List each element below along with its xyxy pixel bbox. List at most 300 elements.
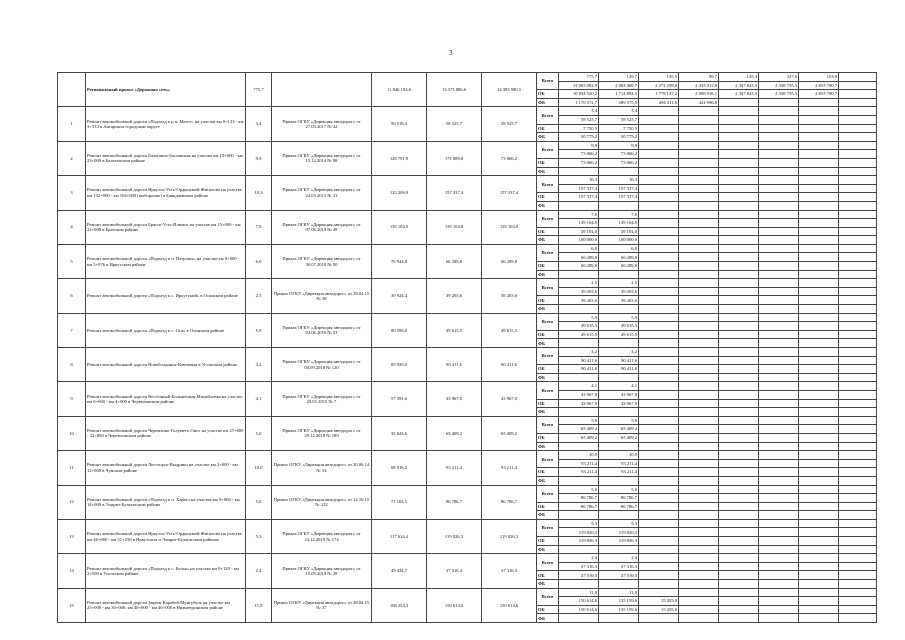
label-total: Всего	[537, 73, 559, 90]
year-value	[639, 167, 679, 176]
year-value	[639, 554, 679, 563]
year-value	[759, 219, 799, 228]
year-value	[759, 253, 799, 262]
year-value	[559, 442, 599, 451]
year-value: 100 000,0	[599, 236, 639, 245]
year-value	[799, 305, 839, 314]
year-value	[599, 442, 639, 451]
year-value	[839, 322, 877, 331]
year-value	[719, 382, 759, 391]
year-value	[639, 296, 679, 305]
year-value: 43 967,0	[599, 390, 639, 399]
item-name: Ремонт автомобильной дороги Балаганск-Заславская на участке км 13+000 - км 23+000 в Балаганском районе	[86, 141, 246, 175]
year-value	[839, 365, 877, 374]
label-fb: ФБ	[537, 373, 559, 382]
year-value	[759, 571, 799, 580]
year-value: 2 653 790,7	[799, 81, 839, 90]
year-value: 93 211,4	[599, 468, 639, 477]
item-value-2: 150 614,6	[482, 588, 537, 622]
year-value	[719, 571, 759, 580]
year-value	[839, 296, 877, 305]
year-value	[679, 442, 719, 451]
year-value	[679, 210, 719, 219]
summary-row	[58, 73, 877, 82]
year-value	[679, 597, 719, 606]
year-value: 5,9	[599, 313, 639, 322]
year-value	[839, 356, 877, 365]
year-value	[799, 279, 839, 288]
table-row	[58, 210, 877, 219]
year-value	[799, 296, 839, 305]
year-value	[719, 287, 759, 296]
year-value	[639, 562, 679, 571]
item-name: Ремонт автомобильной дороги «Подъезд к с. Белая» на участке км 0+120 - км 2+500 в Усольском районе	[86, 554, 246, 588]
label-ob: ОБ	[537, 227, 559, 236]
year-value	[719, 262, 759, 271]
table-row	[58, 554, 877, 563]
year-value	[599, 511, 639, 520]
year-value: 2 004 469,7	[599, 81, 639, 90]
year-value	[599, 201, 639, 210]
item-length: 5,0	[246, 416, 272, 450]
year-value	[679, 605, 719, 614]
year-value	[759, 244, 799, 253]
year-value	[719, 305, 759, 314]
year-value	[679, 305, 719, 314]
year-value	[839, 270, 877, 279]
year-value: 10 834 520,2	[559, 90, 599, 99]
year-value: 129,7	[599, 73, 639, 82]
year-value	[759, 98, 799, 107]
item-cost: 50 518,4	[372, 107, 427, 141]
year-value	[799, 253, 839, 262]
year-value	[679, 468, 719, 477]
year-value: 86 786,7	[599, 502, 639, 511]
item-number: 3	[58, 176, 86, 210]
year-value	[719, 124, 759, 133]
year-value	[839, 588, 877, 597]
item-cost: 30 924,4	[372, 279, 427, 313]
table-row	[58, 244, 877, 253]
table-row	[58, 519, 877, 528]
year-value	[719, 330, 759, 339]
year-value	[639, 373, 679, 382]
label-total: Всего	[537, 107, 559, 124]
year-value	[759, 408, 799, 417]
year-value	[759, 124, 799, 133]
year-value	[839, 287, 877, 296]
item-value-1: 90 411,6	[427, 348, 482, 382]
year-value	[679, 580, 719, 589]
year-value	[639, 287, 679, 296]
year-value	[839, 90, 877, 99]
year-value	[799, 322, 839, 331]
year-value: 49 615,5	[559, 322, 599, 331]
item-length: 775,7	[246, 73, 272, 107]
item-number: 2	[58, 141, 86, 175]
year-value	[719, 519, 759, 528]
year-value	[799, 451, 839, 460]
item-name: Ремонт автомобильной дороги Братск-Усть-Илимск на участке км 15+000 - км 22+000 в Братском районе	[86, 210, 246, 244]
year-value: 1 714 894,5	[599, 90, 639, 99]
year-value	[839, 210, 877, 219]
year-value	[719, 279, 759, 288]
year-value	[839, 502, 877, 511]
year-value	[839, 537, 877, 546]
item-value-2: 58 525,7	[482, 107, 537, 141]
year-value	[719, 459, 759, 468]
table-row	[58, 416, 877, 425]
year-value	[679, 227, 719, 236]
item-value-1: 39 203,6	[427, 279, 482, 313]
year-value	[839, 167, 877, 176]
year-value	[799, 107, 839, 116]
year-value	[799, 597, 839, 606]
year-value	[799, 468, 839, 477]
year-value	[799, 442, 839, 451]
item-value-2: 12 393 580,5	[482, 73, 537, 107]
year-value	[839, 176, 877, 185]
year-value	[839, 305, 877, 314]
year-value	[759, 115, 799, 124]
year-value: 66 289,8	[599, 262, 639, 271]
year-value: 37 316,3	[599, 571, 639, 580]
year-value	[799, 528, 839, 537]
item-number: 8	[58, 348, 86, 382]
year-value	[839, 236, 877, 245]
year-value	[799, 502, 839, 511]
year-value: 139 104,0	[599, 219, 639, 228]
label-ob: ОБ	[537, 365, 559, 374]
year-value	[719, 562, 759, 571]
year-value	[839, 133, 877, 142]
year-value	[559, 305, 599, 314]
year-value	[639, 244, 679, 253]
label-total: Всего	[537, 279, 559, 296]
year-value	[639, 270, 679, 279]
table-row	[58, 107, 877, 116]
label-fb: ФБ	[537, 201, 559, 210]
year-value	[679, 270, 719, 279]
year-value: 2 347 843,3	[719, 90, 759, 99]
year-value: 494 211,6	[639, 98, 679, 107]
year-value	[719, 416, 759, 425]
year-value: 2 338 755,5	[759, 81, 799, 90]
page-number: 3	[449, 49, 453, 57]
year-value: 5,0	[559, 485, 599, 494]
year-value	[639, 115, 679, 124]
table-row	[58, 451, 877, 460]
item-value-2: 119 826,3	[482, 519, 537, 553]
item-basis: Приказ ОГКУ «Дирекция автодорог» от 12.10.15 № 122	[272, 485, 372, 519]
year-value	[599, 305, 639, 314]
year-value	[679, 399, 719, 408]
label-fb: ФБ	[537, 442, 559, 451]
year-value	[799, 184, 839, 193]
year-value	[839, 459, 877, 468]
year-value: 39 104,0	[599, 227, 639, 236]
year-value	[759, 373, 799, 382]
year-value	[799, 141, 839, 150]
year-value: 73 066,2	[559, 158, 599, 167]
label-ob: ОБ	[537, 193, 559, 202]
year-value	[719, 537, 759, 546]
year-value	[799, 244, 839, 253]
year-value	[559, 408, 599, 417]
year-value	[839, 562, 877, 571]
year-value	[799, 519, 839, 528]
year-value	[719, 494, 759, 503]
item-value-1: 43 967,0	[427, 382, 482, 416]
label-total: Всего	[537, 210, 559, 227]
year-value	[759, 442, 799, 451]
year-value	[759, 313, 799, 322]
item-number: 4	[58, 210, 86, 244]
year-value	[639, 356, 679, 365]
year-value	[839, 348, 877, 357]
year-value: 2 653 790,7	[799, 90, 839, 99]
year-value	[719, 270, 759, 279]
year-value	[799, 133, 839, 142]
item-basis: Приказ ОГКУ «Дирекция автодорог» от 20.06.14 № 54	[272, 451, 372, 485]
year-value	[839, 511, 877, 520]
year-value	[799, 580, 839, 589]
year-value	[599, 476, 639, 485]
year-value: 39 203,6	[559, 296, 599, 305]
year-value	[679, 339, 719, 348]
year-value	[799, 167, 839, 176]
year-value	[639, 571, 679, 580]
year-value	[719, 184, 759, 193]
year-value	[759, 562, 799, 571]
label-fb: ФБ	[537, 270, 559, 279]
year-value	[679, 373, 719, 382]
item-length: 7,0	[246, 210, 272, 244]
year-value	[719, 339, 759, 348]
year-value	[839, 313, 877, 322]
year-value	[599, 373, 639, 382]
item-name: Ремонт автомобильной дороги «Подъезд к с. Иркутский» в Осинском районе	[86, 279, 246, 313]
year-value	[799, 588, 839, 597]
year-value	[639, 399, 679, 408]
item-value-2: 39 203,6	[482, 279, 537, 313]
label-ob: ОБ	[537, 502, 559, 511]
year-value	[639, 193, 679, 202]
year-value	[719, 150, 759, 159]
label-total: Всего	[537, 313, 559, 330]
year-value	[799, 562, 839, 571]
year-value	[839, 244, 877, 253]
item-number: 7	[58, 313, 86, 347]
year-value	[759, 511, 799, 520]
year-value	[759, 287, 799, 296]
label-ob: ОБ	[537, 262, 559, 271]
year-value: 5,3	[599, 519, 639, 528]
item-number: 5	[58, 244, 86, 278]
year-value: 66 289,8	[559, 262, 599, 271]
label-fb: ФБ	[537, 545, 559, 554]
year-value	[759, 322, 799, 331]
year-value	[679, 537, 719, 546]
item-basis: Приказ ОГКУ «Дирекция автодорог» от 04.09.2018 № 120	[272, 348, 372, 382]
year-value	[679, 485, 719, 494]
year-value	[719, 253, 759, 262]
year-value	[679, 219, 719, 228]
year-value	[679, 236, 719, 245]
label-ob: ОБ	[537, 468, 559, 477]
year-value	[839, 330, 877, 339]
year-value	[759, 141, 799, 150]
year-value	[799, 201, 839, 210]
item-value-1: 86 786,7	[427, 485, 482, 519]
year-value: 424 996,8	[679, 98, 719, 107]
year-value	[639, 528, 679, 537]
year-value	[839, 554, 877, 563]
year-value	[759, 451, 799, 460]
year-value	[839, 468, 877, 477]
year-value: 119 826,3	[559, 528, 599, 537]
year-value	[639, 442, 679, 451]
year-value	[719, 605, 759, 614]
item-cost: 139 104,0	[372, 210, 427, 244]
year-value	[839, 150, 877, 159]
year-value: 10,3	[599, 176, 639, 185]
label-ob: ОБ	[537, 124, 559, 133]
year-value: 37 316,3	[599, 562, 639, 571]
year-value	[759, 262, 799, 271]
year-value	[799, 330, 839, 339]
item-basis	[272, 73, 372, 107]
year-value	[719, 141, 759, 150]
year-value: 93 211,4	[559, 468, 599, 477]
year-value	[759, 416, 799, 425]
year-value	[639, 150, 679, 159]
year-value	[719, 236, 759, 245]
year-value: 135 159,6	[599, 605, 639, 614]
year-value: 2,5	[559, 279, 599, 288]
label-fb: ФБ	[537, 614, 559, 623]
item-length: 2,5	[246, 279, 272, 313]
year-value	[599, 408, 639, 417]
item-cost: 49 434,7	[372, 554, 427, 588]
year-value	[639, 468, 679, 477]
item-value-1: 150 614,6	[427, 588, 482, 622]
year-value	[639, 210, 679, 219]
year-value	[679, 279, 719, 288]
year-value	[719, 356, 759, 365]
year-value	[639, 502, 679, 511]
year-value	[559, 580, 599, 589]
year-value	[719, 399, 759, 408]
label-total: Всего	[537, 588, 559, 605]
year-value	[639, 133, 679, 142]
year-value	[839, 476, 877, 485]
item-basis: Приказ ОГКУ «Дирекция автодорог» от 29.01.2015 № 7	[272, 382, 372, 416]
year-value	[679, 502, 719, 511]
year-value: 119 826,3	[599, 528, 639, 537]
year-value: 50 775,2	[599, 133, 639, 142]
item-number: 6	[58, 279, 86, 313]
year-value	[759, 425, 799, 434]
item-basis: Приказ ОГКУ «Дирекция автодорог» от 24.03.2015 № 23	[272, 176, 372, 210]
year-value	[759, 545, 799, 554]
year-value	[639, 519, 679, 528]
year-value	[719, 433, 759, 442]
year-value	[679, 150, 719, 159]
year-value	[559, 201, 599, 210]
year-value	[839, 115, 877, 124]
year-value	[799, 416, 839, 425]
year-value	[759, 339, 799, 348]
year-value: 100 000,0	[559, 236, 599, 245]
year-value: 2 433 912,8	[679, 81, 719, 90]
year-value: 65 409,2	[559, 425, 599, 434]
year-value: 4,2	[559, 348, 599, 357]
year-value	[719, 554, 759, 563]
year-value: 90 411,6	[599, 365, 639, 374]
label-ob: ОБ	[537, 296, 559, 305]
year-value	[839, 253, 877, 262]
year-value	[839, 399, 877, 408]
label-fb: ФБ	[537, 339, 559, 348]
year-value	[639, 580, 679, 589]
year-value	[719, 502, 759, 511]
year-value	[639, 279, 679, 288]
year-value	[559, 373, 599, 382]
year-value	[799, 408, 839, 417]
year-value	[799, 571, 839, 580]
year-value	[679, 528, 719, 537]
year-value: 49 615,5	[559, 330, 599, 339]
year-value	[639, 433, 679, 442]
year-value	[719, 98, 759, 107]
year-value	[759, 554, 799, 563]
year-value	[719, 210, 759, 219]
year-value	[679, 433, 719, 442]
year-value	[599, 167, 639, 176]
year-value	[799, 193, 839, 202]
year-value: 2 347 843,3	[719, 81, 759, 90]
item-value-1: 49 615,5	[427, 313, 482, 347]
year-value	[719, 313, 759, 322]
year-value	[759, 210, 799, 219]
year-value	[719, 133, 759, 142]
year-value: 86 786,7	[599, 494, 639, 503]
year-value: 4,1	[559, 382, 599, 391]
year-value: 86 786,7	[559, 502, 599, 511]
item-value-1: 171 089,8	[427, 141, 482, 175]
year-value	[679, 107, 719, 116]
year-value	[839, 614, 877, 623]
year-value	[799, 219, 839, 228]
item-name: Ремонт автомобильной дороги «Подъезд к р.п. Мегет» на участке км 0+133 - км 3+533 в Ангарском городском округе	[86, 107, 246, 141]
table-row	[58, 588, 877, 597]
year-value: 119 826,3	[599, 537, 639, 546]
year-value: 11,0	[559, 588, 599, 597]
year-value: 1 778 147,2	[639, 90, 679, 99]
year-value	[719, 201, 759, 210]
item-number: 13	[58, 519, 86, 553]
year-value	[639, 184, 679, 193]
year-value	[799, 356, 839, 365]
year-value: 11,0	[599, 588, 639, 597]
year-value	[839, 81, 877, 90]
label-fb: ФБ	[537, 511, 559, 520]
year-value	[759, 296, 799, 305]
year-value: 49 615,5	[599, 330, 639, 339]
year-value: 50 775,2	[559, 133, 599, 142]
item-cost: 80 599,0	[372, 313, 427, 347]
